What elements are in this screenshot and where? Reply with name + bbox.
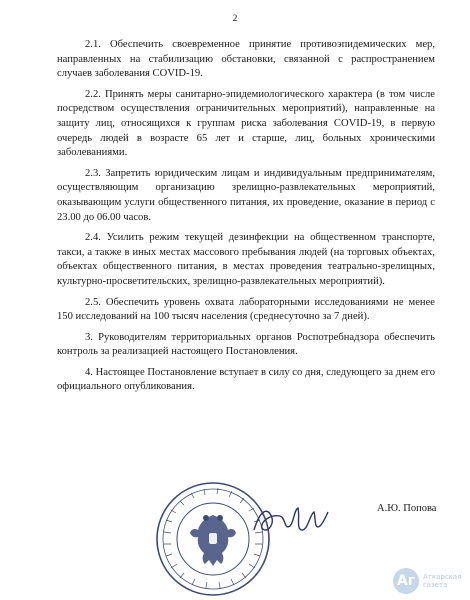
page-number: 2 bbox=[232, 14, 238, 24]
paragraph-4: 4. Настоящее Постановление вступает в силу со дня, следующего за днем его официального опубликования. bbox=[57, 366, 435, 393]
signature-scribble bbox=[250, 500, 330, 542]
paragraph-2-1: 2.1. Обеспечить своевременное принятие противоэпидемических мер, направленных на стабилизацию обстановки, связанной с распространением случаев заболевания COVID-19. bbox=[57, 39, 435, 80]
newspaper-logo-icon: Аг bbox=[393, 568, 419, 594]
signatory-name: А.Ю. Попова bbox=[377, 503, 437, 514]
paragraph-2-3: 2.3. Запретить юридическим лицам и индивидуальным предпринимателям, осуществляющим организацию зрелищно-развлекательных мероприятий, оказывающим услуги общественного питания, их проведение, оказание в период с 23.00 до 06.00 часов. bbox=[57, 167, 435, 223]
paragraph-2-4: 2.4. Усилить режим текущей дезинфекции на общественном транспорте, такси, а также в иных местах массового пребывания людей (на торговых объектах, объектах общественного питания, в местах проведения театрально-зрелищных, культурно-просветительских, зрелищно-развлекательных мероприятий). bbox=[57, 232, 435, 287]
paragraph-3: 3. Руководителям территориальных органов Роспотребнадзора обеспечить контроль за реализацией настоящего Постановления. bbox=[57, 331, 435, 358]
document-body bbox=[57, 38, 435, 401]
paragraph-2-2: 2.2. Принять меры санитарно-эпидемиологического характера (в том числе посредством осуществления ограничительных мероприятий), направленные на защиту лиц, относящихся к группам риска заболевания COVID-19, в первую очередь людей в возрасте 65 лет и старше, лиц, больных хроническими заболеваниями. bbox=[57, 88, 435, 159]
watermark bbox=[393, 566, 467, 596]
coat-of-arms-icon bbox=[190, 515, 236, 566]
paragraph-2-5: 2.5. Обеспечить уровень охвата лабораторными исследованиями не менее 150 исследований на 100 тысяч населения (среднесуточно за 7 дней). bbox=[57, 296, 435, 323]
watermark-line-2: газета bbox=[423, 581, 448, 589]
watermark-text bbox=[423, 573, 461, 589]
watermark-line-1: Аткарская bbox=[423, 573, 462, 581]
